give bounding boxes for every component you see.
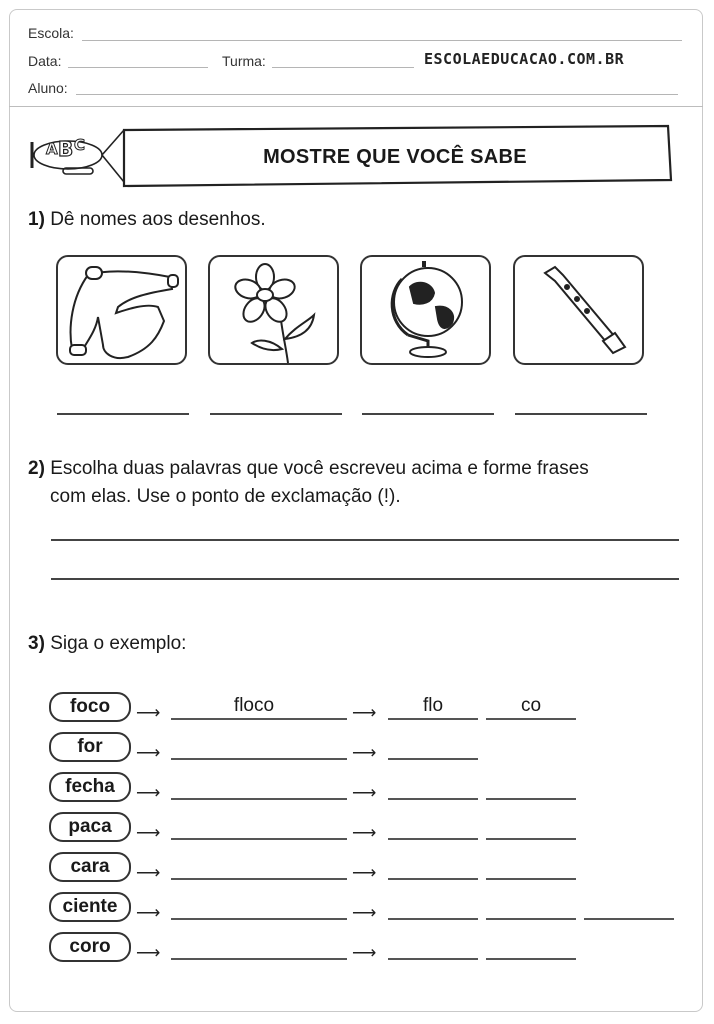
arrow-icon: ⟶ — [136, 703, 161, 722]
banner-title: MOSTRE QUE VOCÊ SABE — [263, 146, 527, 168]
syllable-answer: flo — [422, 695, 444, 716]
new-word-answer: floco — [233, 695, 275, 716]
syllable-line[interactable] — [388, 958, 478, 960]
arrow-icon: ⟶ — [136, 823, 161, 842]
syllable-line[interactable] — [486, 958, 576, 960]
header-divider — [9, 106, 703, 107]
word-pill: fecha — [49, 772, 131, 802]
picture-answer-line[interactable] — [515, 413, 647, 415]
brand-logo-text: ESCOLAEDUCACAO.COM.BR — [424, 50, 625, 68]
new-word-line[interactable] — [171, 958, 347, 960]
question-2-line2: com elas. Use o ponto de exclamação (!). — [50, 486, 401, 507]
picture-answer-line[interactable] — [362, 413, 494, 415]
syllable-line[interactable] — [584, 918, 674, 920]
new-word-line[interactable] — [171, 758, 347, 760]
question-number: 2) — [28, 458, 45, 479]
class-field[interactable] — [272, 67, 414, 68]
svg-text:A: A — [46, 140, 58, 158]
date-field[interactable] — [68, 67, 208, 68]
question-number: 3) — [28, 633, 45, 654]
word-pill: foco — [49, 692, 131, 722]
arrow-icon: ⟶ — [352, 703, 377, 722]
arrow-icon: ⟶ — [352, 783, 377, 802]
arrow-icon: ⟶ — [136, 903, 161, 922]
svg-text:B: B — [58, 137, 74, 161]
arrow-icon: ⟶ — [352, 743, 377, 762]
school-label: Escola: — [28, 25, 74, 41]
syllable-line[interactable] — [486, 798, 576, 800]
svg-text:C: C — [74, 136, 86, 154]
question-1 — [28, 207, 266, 233]
picture-card-recorder — [513, 255, 644, 365]
picture-card-sweater — [56, 255, 187, 365]
arrow-icon: ⟶ — [136, 863, 161, 882]
arrow-icon: ⟶ — [352, 943, 377, 962]
date-label: Data: — [28, 53, 62, 69]
globe-icon — [362, 257, 489, 363]
word-pill: cara — [49, 852, 131, 882]
class-label: Turma: — [222, 53, 266, 69]
word-pill: coro — [49, 932, 131, 962]
arrow-icon: ⟶ — [352, 903, 377, 922]
picture-answer-line[interactable] — [210, 413, 342, 415]
picture-card-globe — [360, 255, 491, 365]
syllable-line[interactable] — [388, 758, 478, 760]
question-text: Siga o exemplo: — [50, 633, 187, 654]
arrow-icon: ⟶ — [352, 823, 377, 842]
abc-airplane-icon — [32, 130, 124, 182]
syllable-line[interactable] — [388, 798, 478, 800]
word-pill: ciente — [49, 892, 131, 922]
question-2 — [28, 456, 589, 482]
new-word-line[interactable] — [171, 918, 347, 920]
syllable-line[interactable] — [388, 918, 478, 920]
arrow-icon: ⟶ — [352, 863, 377, 882]
syllable-answer: co — [520, 695, 542, 716]
question-text: Escolha duas palavras que você escreveu acima e forme frases — [50, 458, 589, 479]
syllable-line[interactable] — [388, 838, 478, 840]
new-word-line[interactable] — [171, 878, 347, 880]
new-word-line[interactable] — [171, 798, 347, 800]
student-label: Aluno: — [28, 80, 68, 96]
sentence-line[interactable] — [51, 539, 679, 541]
student-field[interactable] — [76, 94, 678, 95]
picture-card-flower — [208, 255, 339, 365]
syllable-line[interactable] — [486, 838, 576, 840]
arrow-icon: ⟶ — [136, 743, 161, 762]
school-field[interactable] — [82, 40, 682, 41]
arrow-icon: ⟶ — [136, 943, 161, 962]
new-word-line[interactable] — [171, 838, 347, 840]
syllable-line[interactable] — [486, 878, 576, 880]
word-pill: paca — [49, 812, 131, 842]
syllable-line[interactable] — [486, 918, 576, 920]
arrow-icon: ⟶ — [136, 783, 161, 802]
recorder-flute-icon — [515, 257, 642, 363]
sweater-icon — [58, 257, 185, 363]
flower-icon — [210, 257, 337, 363]
syllable-line[interactable] — [388, 718, 478, 720]
question-number: 1) — [28, 209, 45, 230]
word-pill: for — [49, 732, 131, 762]
syllable-line[interactable] — [388, 878, 478, 880]
question-3 — [28, 631, 186, 657]
sentence-line[interactable] — [51, 578, 679, 580]
new-word-line[interactable] — [171, 718, 347, 720]
picture-answer-line[interactable] — [57, 413, 189, 415]
question-text: Dê nomes aos desenhos. — [50, 209, 266, 230]
syllable-line[interactable] — [486, 718, 576, 720]
